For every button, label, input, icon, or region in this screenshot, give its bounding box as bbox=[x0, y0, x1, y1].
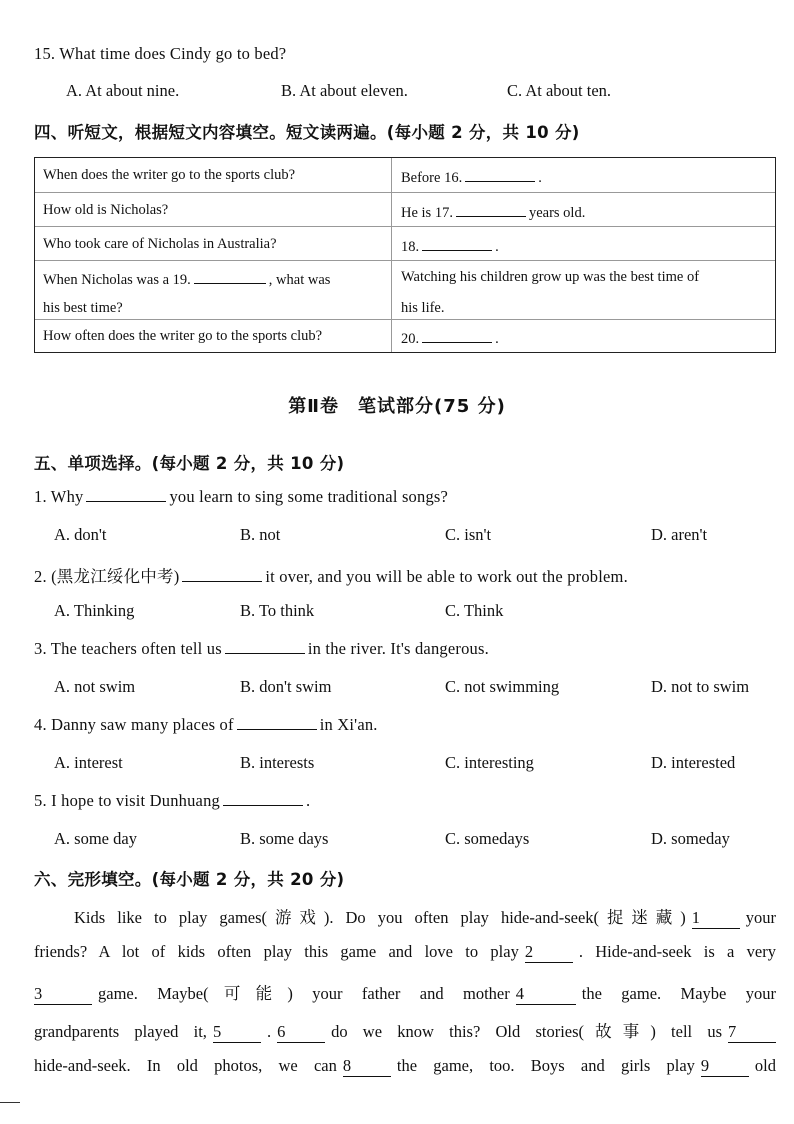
s5-question-4: 4. Danny saw many places of in Xi'an. bbox=[34, 715, 378, 734]
table-row bbox=[35, 227, 775, 261]
s5-q2-option-a: A. Thinking bbox=[54, 601, 135, 620]
row4-question-line2: his best time? bbox=[43, 300, 123, 316]
row1-question: When does the writer go to the sports club? bbox=[43, 167, 296, 183]
q15-option-b: B. At about eleven. bbox=[281, 81, 408, 100]
cloze-blank-8[interactable]: 8 bbox=[343, 1056, 391, 1077]
cloze-blank-6[interactable]: 6 bbox=[277, 1022, 325, 1043]
s5-q4-option-b: B. interests bbox=[240, 753, 315, 772]
cloze-line-3: 3 game. Maybe(可能) your father and mother 4 the game. Maybe your bbox=[34, 984, 776, 1003]
s5-question-1: 1. Why you learn to sing some traditional songs? bbox=[34, 487, 449, 506]
table-row bbox=[35, 193, 775, 227]
row3-question: Who took care of Nicholas in Australia? bbox=[43, 236, 277, 252]
cloze-blank-3[interactable]: 3 bbox=[34, 984, 92, 1005]
answer-blank-19[interactable] bbox=[194, 269, 266, 284]
s5-q3-option-b: B. don't swim bbox=[240, 677, 332, 696]
part2-title: 第Ⅱ卷 笔试部分(75 分) bbox=[288, 396, 506, 417]
s5-q1-option-a: A. don't bbox=[54, 525, 107, 544]
cloze-line-1: Kids like to play games(游戏). Do you often play hide-and-seek(捉迷藏) 1 your bbox=[74, 908, 776, 927]
q15-option-a: A. At about nine. bbox=[66, 81, 180, 100]
s5-q5-option-d: D. someday bbox=[651, 829, 730, 848]
section4-title: 四、听短文，根据短文内容填空。短文读两遍。(每小题 2 分，共 10 分) bbox=[34, 123, 580, 142]
cloze-blank-2[interactable]: 2 bbox=[525, 942, 573, 963]
s5-q1-option-c: C. isn't bbox=[445, 525, 492, 544]
q15-question: 15. What time does Cindy go to bed? bbox=[34, 44, 287, 63]
s5-q1-option-d: D. aren't bbox=[651, 525, 708, 544]
cloze-line-2: friends? A lot of kids often play this game and love to play 2 . Hide-and-seek is a very bbox=[34, 942, 776, 961]
s5-q5-option-b: B. some days bbox=[240, 829, 329, 848]
s5-question-2: 2. (黑龙江绥化中考) it over, and you will be able to work out the problem. bbox=[34, 567, 628, 586]
answer-blank-16[interactable] bbox=[465, 167, 535, 182]
cloze-blank-9[interactable]: 9 bbox=[701, 1056, 749, 1077]
answer-blank[interactable] bbox=[225, 639, 305, 654]
cloze-blank-5[interactable]: 5 bbox=[213, 1022, 261, 1043]
section6-title: 六、完形填空。(每小题 2 分，共 20 分) bbox=[34, 870, 345, 889]
answer-blank[interactable] bbox=[237, 715, 317, 730]
s5-question-3: 3. The teachers often tell us in the river. It's dangerous. bbox=[34, 639, 489, 658]
row5-question: How often does the writer go to the sports club? bbox=[43, 328, 323, 344]
cloze-blank-1[interactable]: 1 bbox=[692, 908, 740, 929]
section4-table bbox=[34, 157, 776, 353]
footer-rule bbox=[0, 1102, 20, 1103]
s5-q5-option-c: C. somedays bbox=[445, 829, 530, 848]
row4-answer-line2: his life. bbox=[401, 300, 445, 316]
s5-q2-option-b: B. To think bbox=[240, 601, 315, 620]
cloze-blank-7[interactable]: 7 bbox=[728, 1022, 776, 1043]
s5-question-5: 5. I hope to visit Dunhuang . bbox=[34, 791, 311, 810]
row2-question: How old is Nicholas? bbox=[43, 202, 169, 218]
cloze-line-4: grandparents played it, 5 . 6 do we know this? Old stories(故事) tell us 7 bbox=[34, 1018, 776, 1043]
row4-answer-line1: Watching his children grow up was the best time of bbox=[401, 269, 700, 285]
table-row bbox=[35, 320, 775, 352]
s5-q1-option-b: B. not bbox=[240, 525, 281, 544]
answer-blank-17[interactable] bbox=[456, 202, 526, 217]
table-row bbox=[35, 261, 775, 320]
s5-q5-option-a: A. some day bbox=[54, 829, 137, 848]
row3-answer: 18. . bbox=[401, 236, 499, 256]
cloze-line-5: hide-and-seek. In old photos, we can 8 the game, too. Boys and girls play 9 old bbox=[34, 1056, 777, 1075]
s5-q2-option-c: C. Think bbox=[445, 601, 504, 620]
row5-answer: 20. . bbox=[401, 328, 499, 348]
answer-blank[interactable] bbox=[86, 487, 166, 502]
s5-q3-option-c: C. not swimming bbox=[445, 677, 560, 696]
answer-blank[interactable] bbox=[182, 567, 262, 582]
s5-q4-option-c: C. interesting bbox=[445, 753, 534, 772]
cloze-blank-4[interactable]: 4 bbox=[516, 984, 576, 1005]
row2-answer: He is 17. years old. bbox=[401, 202, 585, 222]
q15-option-c: C. At about ten. bbox=[507, 81, 612, 100]
answer-blank-18[interactable] bbox=[422, 236, 492, 251]
section5-title: 五、单项选择。(每小题 2 分，共 10 分) bbox=[34, 454, 345, 473]
answer-blank[interactable] bbox=[223, 791, 303, 806]
s5-q3-option-a: A. not swim bbox=[54, 677, 136, 696]
answer-blank-20[interactable] bbox=[422, 328, 492, 343]
s5-q4-option-d: D. interested bbox=[651, 753, 736, 772]
row4-question-line1: When Nicholas was a 19. , what was bbox=[43, 269, 330, 289]
s5-q4-option-a: A. interest bbox=[54, 753, 123, 772]
s5-q3-option-d: D. not to swim bbox=[651, 677, 750, 696]
row1-answer: Before 16. . bbox=[401, 167, 542, 187]
table-row bbox=[35, 158, 775, 193]
